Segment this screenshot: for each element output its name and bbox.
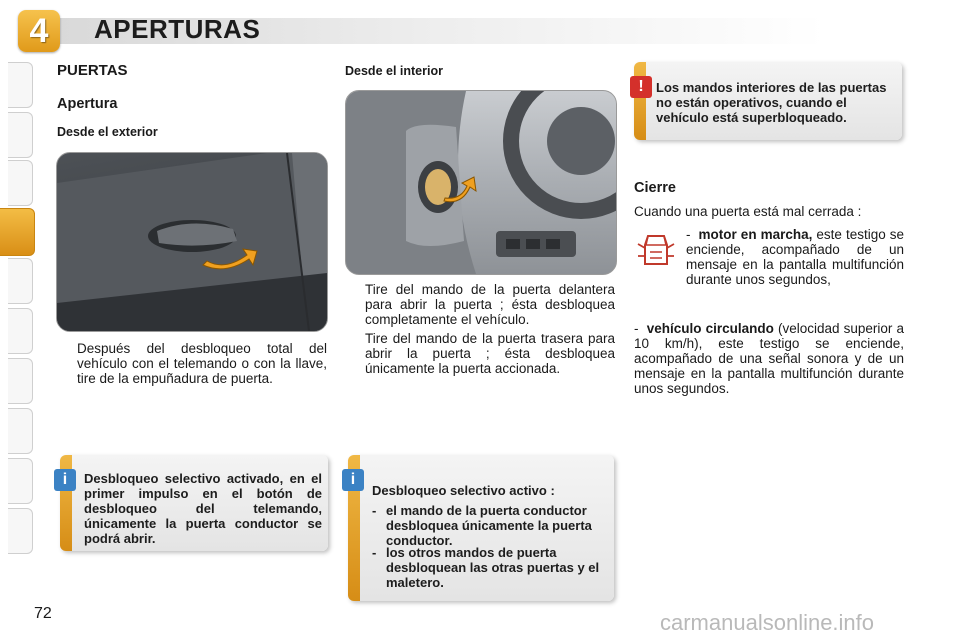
section-title: PUERTAS <box>57 62 128 79</box>
exterior-instructions <box>57 341 327 390</box>
chapter-tab[interactable] <box>8 112 33 158</box>
interior-handle-illustration <box>346 91 616 274</box>
door-handle-illustration <box>57 153 327 331</box>
page-number: 72 <box>34 605 52 622</box>
cierre-intro: Cuando una puerta está mal cerrada : <box>634 204 862 219</box>
chapter-tab[interactable] <box>8 62 33 108</box>
chapter-tab-strip <box>0 62 40 582</box>
list-item <box>345 282 615 327</box>
chapter-number-badge: 4 <box>18 10 60 52</box>
list-item <box>345 331 615 376</box>
dash-glyph: - <box>686 227 691 242</box>
dash-glyph: - <box>372 545 377 560</box>
selective-unlock-active-title: Desbloqueo selectivo activo : <box>372 483 555 498</box>
interior-heading: Desde el interior <box>345 64 443 78</box>
chapter-tab[interactable] <box>8 308 33 354</box>
list-item-text: el mando de la puerta conductor desbloquea únicamente la puerta conductor. <box>386 503 592 548</box>
dash-glyph: - <box>372 503 377 518</box>
door-open-warning-icon <box>636 230 676 270</box>
pointing-hand-icon <box>345 282 365 327</box>
chapter-title: APERTURAS <box>94 14 261 44</box>
dash-glyph: - <box>634 321 639 336</box>
motor-label: motor en marcha, <box>698 227 813 242</box>
motor-text: este testigo se enciende, acompañado de un mensaje en la pantalla multifunción durante unos segundos, <box>686 227 904 287</box>
pointing-hand-icon <box>57 341 77 386</box>
warning-callout <box>634 62 902 140</box>
chapter-tab[interactable] <box>8 258 33 304</box>
cierre-heading: Cierre <box>634 180 676 196</box>
list-item <box>372 503 608 548</box>
driving-label: vehículo circulando <box>646 321 774 336</box>
selective-unlock-text: Desbloqueo selectivo activado, en el primer impulso en el botón de desbloqueo del telemando, únicamente la puerta conductor se podrá abrir. <box>84 471 322 546</box>
chapter-tab[interactable] <box>8 408 33 454</box>
exterior-heading: Desde el exterior <box>57 125 158 139</box>
list-item <box>372 545 608 590</box>
selective-unlock-callout <box>60 455 328 551</box>
motor-running-item <box>686 227 904 287</box>
list-item-text: Tire del mando de la puerta trasera para abrir la puerta ; ésta desbloquea únicamente la puerta accionada. <box>365 331 615 376</box>
list-item-text: Tire del mando de la puerta delantera para abrir la puerta ; ésta desbloquea completamente el vehículo. <box>365 282 615 327</box>
chapter-tab[interactable] <box>8 458 33 504</box>
info-icon: i <box>342 469 364 491</box>
chapter-tab[interactable] <box>8 508 33 554</box>
warning-text: Los mandos interiores de las puertas no están operativos, cuando el vehículo está superbloqueado. <box>656 80 887 125</box>
exterior-door-handle-photo <box>56 152 328 332</box>
interior-door-handle-photo <box>345 90 617 275</box>
driving-text: (velocidad superior a 10 km/h), este testigo se enciende, acompañado de una señal sonora y de un mensaje en la pantalla multifunción durante unos segundos. <box>634 321 904 396</box>
chapter-tab[interactable] <box>8 160 33 206</box>
callout-rail <box>634 62 646 140</box>
chapter-tab-active[interactable] <box>0 208 35 256</box>
subsection-title: Apertura <box>57 96 118 112</box>
driving-item <box>634 321 904 396</box>
info-icon: i <box>54 469 76 491</box>
pointing-hand-icon <box>345 331 365 376</box>
warning-icon: ! <box>630 76 652 98</box>
watermark: carmanualsonline.info <box>660 610 875 635</box>
chapter-tab[interactable] <box>8 358 33 404</box>
list-item <box>57 341 327 386</box>
interior-instructions <box>345 282 615 380</box>
list-item-text: Después del desbloqueo total del vehículo con el telemando o con la llave, tire de la empuñadura de puerta. <box>77 341 327 386</box>
list-item-text: los otros mandos de puerta desbloquean las otras puertas y el maletero. <box>386 545 600 590</box>
selective-unlock-active-callout <box>348 455 614 601</box>
